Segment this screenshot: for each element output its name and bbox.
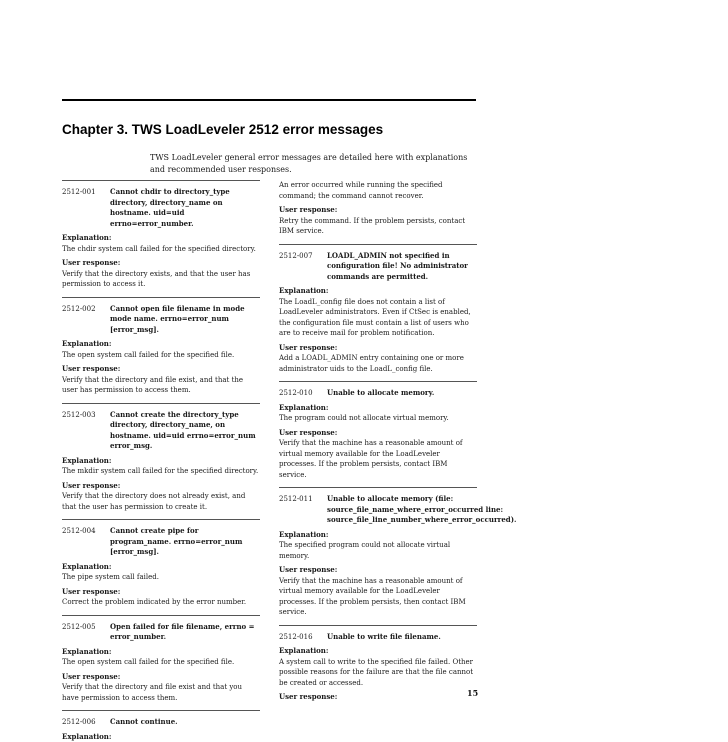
explanation-text: The program could not allocate virtual memory. [279,413,477,424]
message-text: Open failed for file filename, errno = error_number. [110,622,260,643]
message-text: LOADL_ADMIN not specified in configuration file! No administrator commands are permitted. [327,251,477,283]
message-code: 2512-004 [62,526,110,558]
explanation-text: The LoadL_config file does not contain a list of LoadLeveler administrators. Even if CtSec is enabled, the configuration file must contain a list of users who are to receive mail for problem notification. [279,297,477,339]
user-response-label: User response: [279,565,477,576]
message-header [62,519,260,558]
message-code: 2512-016 [279,632,327,643]
message-text: Cannot create pipe for program_name. errno=error_num [error_msg]. [110,526,260,558]
message-header [279,381,477,399]
explanation-label: Explanation: [62,339,260,350]
explanation-label: Explanation: [62,562,260,573]
explanation-label: Explanation: [62,456,260,467]
user-response-label: User response: [279,205,477,216]
message-text: Cannot open file filename in mode mode name. errno=error_num [error_msg]. [110,304,260,336]
user-response-text: Correct the problem indicated by the error number. [62,597,260,608]
user-response-text: Verify that the directory exists, and that the user has permission to access it. [62,269,260,290]
top-rule [62,99,476,101]
explanation-text: The pipe system call failed. [62,572,260,583]
message-header [279,244,477,283]
user-response-text: Retry the command. If the problem persists, contact IBM service. [279,216,477,237]
message-text: Unable to write file filename. [327,632,477,643]
user-response-label: User response: [279,428,477,439]
explanation-text: The mkdir system call failed for the specified directory. [62,466,260,477]
explanation-label: Explanation: [279,286,477,297]
explanation-text: The chdir system call failed for the specified directory. [62,244,260,255]
message-code: 2512-011 [279,494,327,526]
user-response-text: Add a LOADL_ADMIN entry containing one or more administrator uids to the LoadL_config file. [279,353,477,374]
message-text: Cannot create the directory_type directory, directory_name, on hostname. uid=uid errno=error_num error_msg. [110,410,260,452]
user-response-label: User response: [62,481,260,492]
continued-explanation-text: An error occurred while running the specified command; the command cannot recover. [279,180,477,201]
explanation-label: Explanation: [279,530,477,541]
left-column [62,180,260,742]
user-response-text: Verify that the directory does not already exist, and that the user has permission to create it. [62,491,260,512]
message-code: 2512-007 [279,251,327,283]
message-text: Unable to allocate memory. [327,388,477,399]
explanation-text: The open system call failed for the specified file. [62,350,260,361]
message-header [62,403,260,452]
page-number: 15 [467,688,478,698]
message-text: Cannot continue. [110,717,260,728]
explanation-label: Explanation: [62,647,260,658]
explanation-label: Explanation: [279,646,477,657]
message-code: 2512-001 [62,187,110,229]
message-text: Unable to allocate memory (file: source_file_name_where_error_occurred line: source_file_line_number_where_error_occurred). [327,494,516,526]
user-response-label: User response: [62,587,260,598]
explanation-label: Explanation: [62,233,260,244]
user-response-text: Verify that the machine has a reasonable amount of virtual memory available for the LoadLeveler processes. If the problem persists, contact IBM service. [279,438,477,480]
right-column [279,180,477,703]
user-response-text: Verify that the directory and file exist, and that the user has permission to access them. [62,375,260,396]
message-header [62,297,260,336]
message-code: 2512-010 [279,388,327,399]
explanation-label: Explanation: [279,403,477,414]
message-header [279,487,477,526]
message-code: 2512-006 [62,717,110,728]
chapter-title: Chapter 3. TWS LoadLeveler 2512 error messages [62,122,383,137]
message-code: 2512-005 [62,622,110,643]
user-response-text: Verify that the directory and file exist and that you have permission to access them. [62,682,260,703]
chapter-intro: TWS LoadLeveler general error messages are detailed here with explanations and recommended user responses. [150,152,480,176]
message-header [62,180,260,229]
user-response-text: Verify that the machine has a reasonable amount of virtual memory available for the LoadLeveler processes. If the problem persists, then contact IBM service. [279,576,477,618]
explanation-text: A system call to write to the specified file failed. Other possible reasons for the failure are that the file cannot be created or accessed. [279,657,477,689]
user-response-label: User response: [62,364,260,375]
user-response-label: User response: [279,692,477,703]
message-code: 2512-003 [62,410,110,452]
explanation-text: The specified program could not allocate virtual memory. [279,540,477,561]
message-text: Cannot chdir to directory_type directory, directory_name on hostname. uid=uid errno=error_number. [110,187,260,229]
message-header [62,615,260,643]
user-response-label: User response: [62,672,260,683]
explanation-label: Explanation: [62,732,260,742]
message-code: 2512-002 [62,304,110,336]
explanation-text: The open system call failed for the specified file. [62,657,260,668]
message-header [279,625,477,643]
message-header [62,710,260,728]
user-response-label: User response: [279,343,477,354]
user-response-label: User response: [62,258,260,269]
